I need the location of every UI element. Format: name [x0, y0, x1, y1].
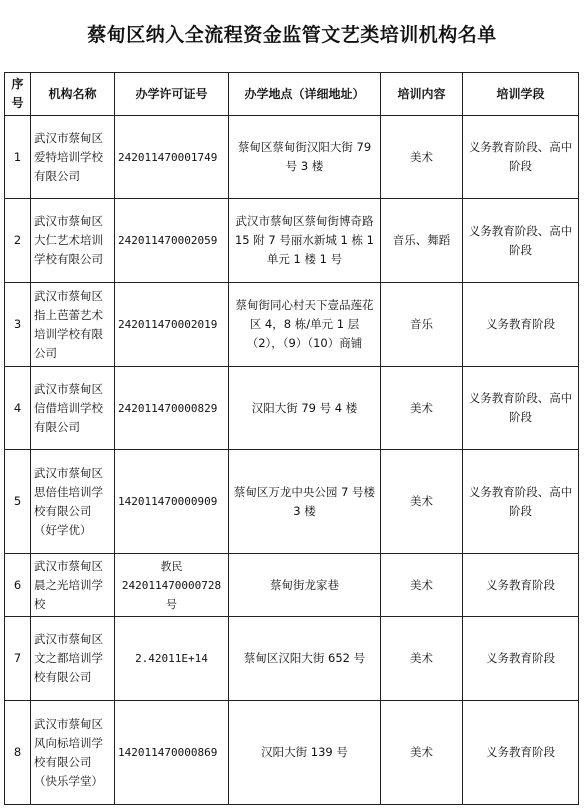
cell-content: 美术 — [381, 116, 463, 199]
cell-content: 美术 — [381, 701, 463, 805]
cell-address: 蔡甸区汉阳大街 652 号 — [229, 617, 381, 701]
cell-address: 汉阳大街 139 号 — [229, 701, 381, 805]
header-stage: 培训学段 — [463, 73, 579, 116]
cell-stage: 义务教育阶段、高中阶段 — [463, 116, 579, 199]
cell-no: 3 — [5, 283, 31, 367]
table-row — [5, 116, 579, 199]
cell-content: 美术 — [381, 554, 463, 617]
table-row — [5, 450, 579, 554]
cell-permit: 242011470002019 — [115, 283, 229, 367]
table-row — [5, 283, 579, 367]
cell-address: 蔡甸街同心村天下壹品莲花区 4，8 栋/单元 1 层（2），（9）（10）商铺 — [229, 283, 381, 367]
cell-no: 5 — [5, 450, 31, 554]
cell-stage: 义务教育阶段 — [463, 283, 579, 367]
cell-permit: 242011470000829 — [115, 367, 229, 450]
header-content: 培训内容 — [381, 73, 463, 116]
page-title: 蔡甸区纳入全流程资金监管文艺类培训机构名单 — [87, 24, 497, 46]
cell-stage: 义务教育阶段、高中阶段 — [463, 450, 579, 554]
cell-address: 蔡甸区蔡甸街汉阳大街 79 号 3 楼 — [229, 116, 381, 199]
cell-no: 4 — [5, 367, 31, 450]
table-row — [5, 701, 579, 805]
cell-permit: 242011470001749 — [115, 116, 229, 199]
cell-stage: 义务教育阶段、高中阶段 — [463, 199, 579, 283]
cell-address: 蔡甸街龙家巷 — [229, 554, 381, 617]
cell-permit: 教民242011470000728号 — [115, 554, 229, 617]
cell-permit: 242011470002059 — [115, 199, 229, 283]
cell-no: 6 — [5, 554, 31, 617]
cell-permit: 142011470000869 — [115, 701, 229, 805]
table-row — [5, 617, 579, 701]
cell-name: 武汉市蔡甸区大仁艺术培训学校有限公司 — [31, 199, 115, 283]
cell-address: 汉阳大街 79 号 4 楼 — [229, 367, 381, 450]
cell-stage: 义务教育阶段 — [463, 701, 579, 805]
cell-no: 2 — [5, 199, 31, 283]
cell-stage: 义务教育阶段 — [463, 554, 579, 617]
cell-permit: 2.42011E+14 — [115, 617, 229, 701]
cell-name: 武汉市蔡甸区文之都培训学校有限公司 — [31, 617, 115, 701]
institution-table — [4, 72, 579, 805]
cell-stage: 义务教育阶段 — [463, 617, 579, 701]
cell-content: 音乐、舞蹈 — [381, 199, 463, 283]
cell-no: 1 — [5, 116, 31, 199]
cell-content: 美术 — [381, 617, 463, 701]
cell-address: 蔡甸区万龙中央公园 7 号楼 3 楼 — [229, 450, 381, 554]
cell-name: 武汉市蔡甸区思倍佳培训学校有限公司（好学优） — [31, 450, 115, 554]
cell-no: 7 — [5, 617, 31, 701]
cell-content: 美术 — [381, 367, 463, 450]
cell-stage: 义务教育阶段、高中阶段 — [463, 367, 579, 450]
cell-content: 音乐 — [381, 283, 463, 367]
table-row — [5, 199, 579, 283]
table-header-row — [5, 73, 579, 116]
cell-permit: 142011470000909 — [115, 450, 229, 554]
table-row — [5, 554, 579, 617]
header-no: 序号 — [5, 73, 31, 116]
header-permit: 办学许可证号 — [115, 73, 229, 116]
header-name: 机构名称 — [31, 73, 115, 116]
table-row — [5, 367, 579, 450]
cell-no: 8 — [5, 701, 31, 805]
header-address: 办学地点（详细地址） — [229, 73, 381, 116]
cell-name: 武汉市蔡甸区信借培训学校有限公司 — [31, 367, 115, 450]
cell-name: 武汉市蔡甸区指上芭蕾艺术培训学校有限公司 — [31, 283, 115, 367]
cell-name: 武汉市蔡甸区风向标培训学校有限公司（快乐学堂） — [31, 701, 115, 805]
cell-name: 武汉市蔡甸区爱特培训学校有限公司 — [31, 116, 115, 199]
cell-address: 武汉市蔡甸区蔡甸街博奇路 15 附 7 号丽水新城 1 栋 1 单元 1 楼 1 号 — [229, 199, 381, 283]
cell-content: 美术 — [381, 450, 463, 554]
cell-name: 武汉市蔡甸区晨之光培训学校 — [31, 554, 115, 617]
